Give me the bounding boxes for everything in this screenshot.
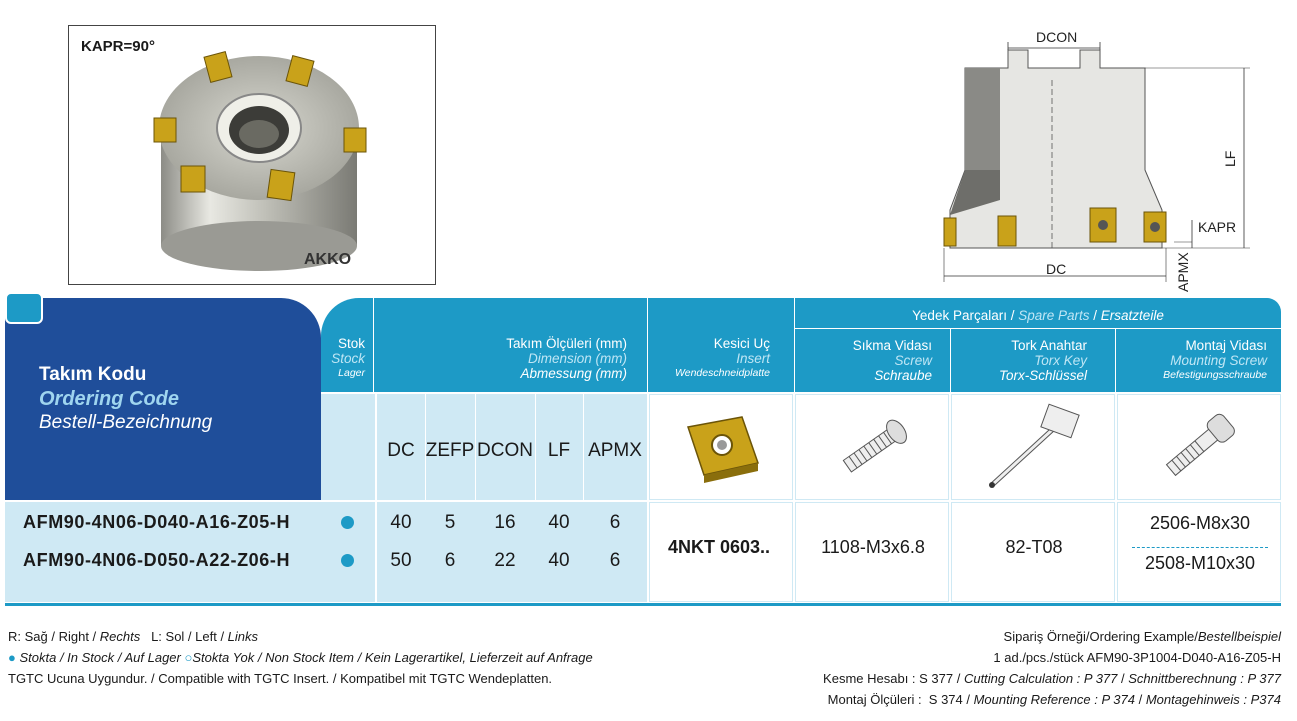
row-2-apmx: 6 — [609, 550, 621, 571]
product-table — [5, 298, 1281, 608]
dimensions-header — [377, 336, 627, 381]
cutting-calc-sep: / — [1117, 671, 1129, 686]
corner-badge — [5, 292, 43, 324]
footer-left-line2 — [8, 647, 648, 668]
mounting-screw-icon — [1118, 395, 1282, 499]
apmx-dim-label: APMX — [1175, 252, 1191, 292]
cutting-calc-en: Cutting Calculation : P 377 — [963, 671, 1118, 686]
stock-tr: Stok — [337, 336, 365, 351]
non-stock-legend: Stokta Yok / Non Stock Item / Kein Lagerartikel, Lieferzeit auf Anfrage — [192, 650, 593, 665]
screw-image-cell — [795, 394, 949, 500]
torx-en: Torx Key — [1034, 353, 1087, 368]
dim-divider — [647, 298, 648, 392]
mounting-ref-line — [700, 689, 1281, 710]
torx-tr: Tork Anahtar — [1011, 338, 1087, 353]
insert-image-cell — [649, 394, 793, 500]
dimensions-en: Dimension (mm) — [527, 351, 627, 366]
row-1-apmx: 6 — [609, 512, 621, 533]
brand-text: AKKO — [304, 251, 352, 268]
ordering-example-de: Bestellbeispiel — [1197, 629, 1281, 644]
in-stock-legend: Stokta / In Stock / Auf Lager — [19, 650, 181, 665]
spare-parts-tr: Yedek Parçaları — [912, 308, 1007, 323]
torx-header — [960, 338, 1087, 383]
ordering-example-line — [700, 626, 1281, 647]
filled-dot-icon: ● — [8, 650, 16, 665]
dim-col-dc: DC — [387, 440, 415, 461]
spare-divider-2 — [1115, 329, 1116, 392]
ordering-code-tr: Takım Kodu — [39, 364, 147, 385]
insert-code-cell — [649, 502, 793, 602]
face-mill-photo — [139, 36, 379, 281]
torx-de: Torx-Schlüssel — [998, 368, 1087, 383]
screw-code-cell — [795, 502, 949, 602]
insert-divider — [794, 298, 795, 392]
screw-tr: Sıkma Vidası — [852, 338, 932, 353]
table-bottom-border — [5, 603, 1281, 606]
stock-subheader-cell — [321, 394, 375, 500]
dim-col-lf: LF — [547, 440, 571, 461]
screw-code: 1108-M3x6.8 — [821, 537, 925, 557]
row-2-dcon: 22 — [494, 550, 516, 571]
screw-en: Screw — [894, 353, 932, 368]
mounting-screw-tr: Montaj Vidası — [1185, 338, 1267, 353]
spare-divider-1 — [950, 329, 951, 392]
lf-dim-label: LF — [1222, 150, 1238, 167]
stock-header — [325, 336, 365, 381]
mounting-ref-sep: / — [1135, 692, 1146, 707]
row-1-dcon: 16 — [494, 512, 516, 533]
insert-header — [645, 336, 770, 381]
stock-en: Stock — [331, 351, 365, 366]
spare-parts-de: Ersatzteile — [1100, 308, 1164, 323]
stock-divider — [373, 298, 374, 392]
ordering-example-label: Sipariş Örneği/Ordering Example/ — [1003, 629, 1198, 644]
row-2-mounting-screw: 2508-M10x30 — [1144, 553, 1256, 573]
row-1-stock-dot — [341, 516, 354, 534]
mounting-screw-image-cell — [1117, 394, 1281, 500]
mounting-ref-tr: Montaj Ölçüleri : S 374 / — [827, 692, 974, 707]
footer-right-left-tr: R: Sağ / Right / — [8, 629, 100, 644]
kapr-label: KAPR=90° — [81, 38, 155, 55]
dimensions-de: Abmessung (mm) — [520, 366, 627, 381]
ordering-code-header — [5, 298, 321, 500]
torx-image-cell — [951, 394, 1115, 500]
footer-left-tr: L: Sol / Left / — [140, 629, 228, 644]
cutting-calc-line — [700, 668, 1281, 689]
row-1-mounting-screw: 2506-M8x30 — [1149, 513, 1251, 533]
mounting-screw-divider — [1132, 547, 1268, 548]
dim-col-apmx: APMX — [588, 440, 642, 461]
mounting-ref-en: Mounting Reference : P 374 — [973, 692, 1135, 707]
mounting-screw-de: Befestigungsschraube — [1163, 369, 1267, 381]
dim-col-dcon: DCON — [477, 440, 533, 461]
dcon-dim-label: DCON — [1036, 29, 1078, 45]
dim-col-zefp: ZEFP — [425, 440, 475, 461]
dimensions-tr: Takım Ölçüleri (mm) — [506, 336, 627, 351]
screw-icon — [796, 395, 950, 499]
ordering-code-en: Ordering Code — [39, 388, 180, 410]
footer-left-de: Links — [227, 629, 259, 644]
ordering-example-value: 1 ad./pcs./stück AFM90-3P1004-D040-A16-Z05-H — [993, 650, 1281, 665]
row-2-lf: 40 — [548, 550, 570, 571]
kapr-dim-label: KAPR — [1198, 219, 1237, 235]
footer-left-line3: TGTC Ucuna Uygundur. / Compatible with TGTC Insert. / Kompatibel mit TGTC Wendeplatten. — [8, 671, 553, 686]
empty-dot-icon: ○ — [184, 650, 193, 665]
footer-right — [700, 626, 1281, 710]
technical-drawing — [930, 20, 1260, 295]
cutting-calc-tr: Kesme Hesabı : S 377 / — [823, 671, 964, 686]
screw-header — [805, 338, 932, 383]
torx-code-cell — [951, 502, 1115, 602]
mounting-ref-de: Montagehinweis : P374 — [1145, 692, 1281, 707]
row-2-stock-dot — [341, 554, 354, 572]
torx-code: 82-T08 — [1005, 537, 1063, 557]
row-2-zefp: 6 — [444, 550, 456, 571]
row-1-zefp: 5 — [444, 512, 456, 533]
row-2-code: AFM90-4N06-D050-A22-Z06-H — [23, 550, 291, 570]
spare-parts-divider — [795, 328, 1281, 329]
screw-de: Schraube — [874, 368, 932, 383]
row-1-code: AFM90-4N06-D040-A16-Z05-H — [23, 512, 291, 532]
insert-en: Insert — [736, 351, 770, 366]
insert-code: 4NKT 0603.. — [668, 537, 771, 557]
ordering-code-de: Bestell-Bezeichnung — [39, 412, 213, 433]
row-1-lf: 40 — [548, 512, 570, 533]
dc-dim-label: DC — [1046, 261, 1067, 277]
spare-parts-header: Yedek Parçaları / Spare Parts / Ersatzteile — [912, 308, 1164, 323]
mounting-screw-code-cell — [1117, 502, 1281, 602]
footer-left-line1 — [8, 626, 648, 647]
product-photo-frame — [68, 25, 436, 285]
insert-tr: Kesici Uç — [713, 336, 770, 351]
footer-left — [8, 626, 648, 689]
insert-de: Wendeschneidplatte — [675, 367, 770, 379]
mounting-screw-header — [1125, 338, 1267, 383]
insert-icon — [650, 395, 794, 499]
stock-de: Lager — [338, 367, 365, 379]
row-1-dc: 40 — [390, 512, 412, 533]
row-2-dc: 50 — [390, 550, 412, 571]
torx-key-icon — [952, 395, 1116, 499]
mounting-screw-en: Mounting Screw — [1170, 353, 1267, 368]
cutting-calc-de: Schnittberechnung : P 377 — [1128, 671, 1281, 686]
spare-parts-en: Spare Parts — [1018, 308, 1090, 323]
footer-right-de: Rechts — [99, 629, 141, 644]
